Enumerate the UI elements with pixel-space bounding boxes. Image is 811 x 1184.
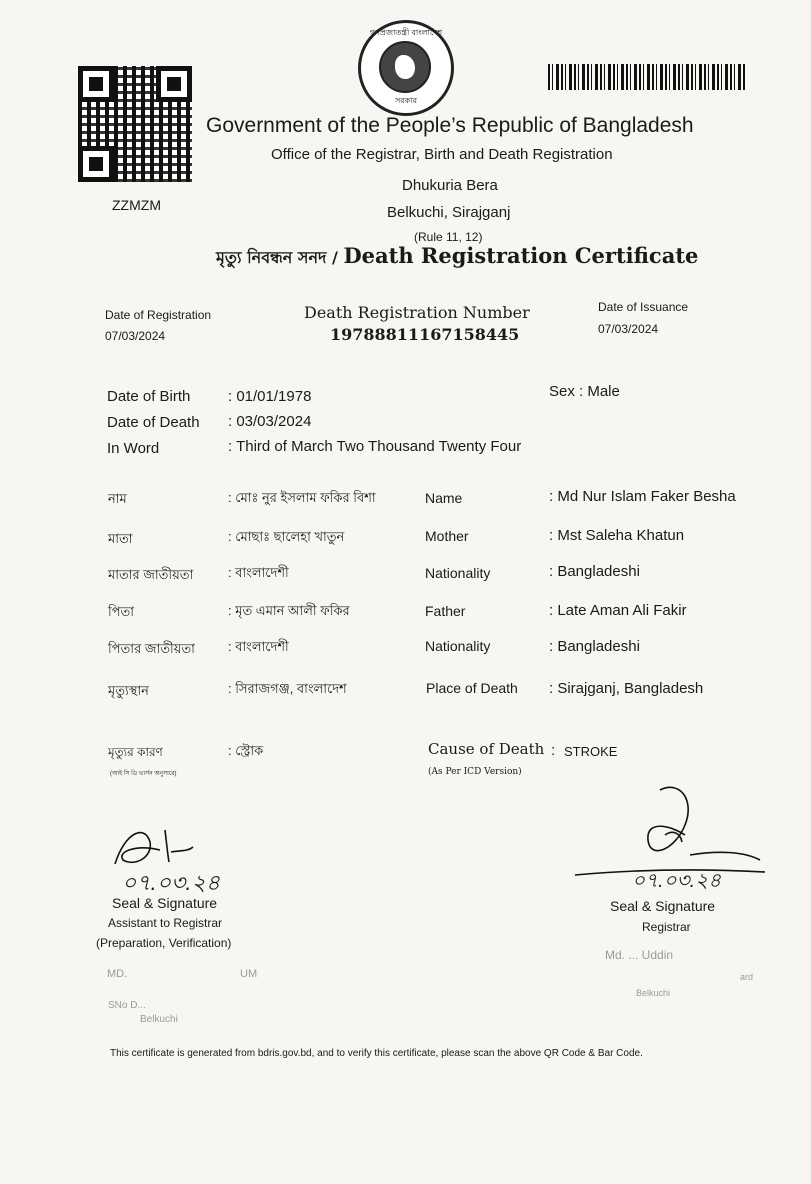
field-place-of-death-en-value: : Sirajganj, Bangladesh	[549, 680, 704, 697]
right-stamp-line-3: Belkuchi	[636, 988, 671, 998]
cause-bn-value: : স্ট্রোক	[228, 743, 264, 758]
qr-caption: ZZMZM	[112, 197, 161, 213]
date-of-issuance-label: Date of Issuance	[598, 300, 689, 314]
field-father-nationality-bn-label: পিতার জাতীয়তা	[108, 641, 195, 656]
cause-en-label: Cause of Death	[428, 740, 545, 758]
left-seal-label: Seal & Signature	[112, 895, 218, 911]
left-stamp-line-1: MD.	[107, 968, 128, 980]
dod-value: : 03/03/2024	[228, 413, 312, 430]
title-en: Death Registration Certificate	[343, 243, 699, 268]
field-mother-nationality-bn-value: : বাংলাদেশী	[228, 565, 289, 580]
field-name-bn-label: নাম	[108, 491, 127, 506]
field-name-en-value: : Md Nur Islam Faker Besha	[549, 488, 736, 505]
field-father-en-value: : Late Aman Ali Fakir	[549, 602, 687, 619]
left-signature	[105, 822, 245, 872]
field-mother-en-label: Mother	[425, 528, 469, 544]
field-father-en-label: Father	[425, 603, 466, 619]
field-mother-nationality-en-value: : Bangladeshi	[549, 563, 640, 580]
date-of-registration-value: 07/03/2024	[105, 329, 166, 343]
title-bn: মৃত্যু নিবন্ধন সনদ /	[216, 248, 338, 267]
field-place-of-death-bn-value: : সিরাজগঞ্জ, বাংলাদেশ	[228, 681, 347, 696]
right-seal-label: Seal & Signature	[610, 898, 716, 914]
cause-bn-label: মৃত্যুর কারণ	[108, 745, 163, 759]
dob-label: Date of Birth	[107, 388, 191, 405]
cause-en-colon: :	[551, 742, 556, 759]
right-role: Registrar	[642, 920, 691, 934]
inword-label: In Word	[107, 440, 160, 457]
field-mother-bn-value: : মোছাঃ ছালেহা খাতুন	[228, 529, 345, 544]
registration-number: 19788811167158445	[330, 325, 520, 344]
right-stamp-line-2: ard	[740, 972, 754, 982]
field-place-of-death-bn-label: মৃত্যুস্থান	[108, 683, 149, 698]
left-stamp-line-3: SNo D...	[108, 1000, 146, 1011]
rule-text: (Rule 11, 12)	[414, 230, 483, 244]
date-of-issuance-value: 07/03/2024	[598, 322, 659, 336]
dob-value: : 01/01/1978	[228, 388, 312, 405]
field-name-bn-value: : মোঃ নুর ইসলাম ফকির বিশা	[228, 490, 376, 505]
field-mother-nationality-en-label: Nationality	[425, 565, 491, 581]
field-mother-bn-label: মাতা	[108, 531, 133, 546]
government-seal-icon: গণপ্রজাতন্ত্রী বাংলাদেশ সরকার	[358, 20, 454, 116]
footer-note: This certificate is generated from bdris.gov.bd, and to verify this certificate, please scan the above QR Code & Bar Code.	[110, 1048, 643, 1059]
cause-bn-note: (আই সি ডি ভার্সন অনুসারে)	[110, 771, 177, 777]
field-father-bn-label: পিতা	[108, 604, 135, 619]
certificate-title	[216, 243, 698, 272]
dod-label: Date of Death	[107, 414, 200, 431]
union-name: Dhukuria Bera	[402, 177, 498, 194]
upazila-name: Belkuchi, Sirajganj	[387, 204, 511, 221]
left-stamp-line-4: Belkuchi	[140, 1014, 178, 1025]
left-role: Assistant to Registrar	[108, 916, 223, 930]
field-mother-nationality-bn-label: মাতার জাতীয়তা	[108, 567, 194, 582]
government-title: Government of the People’s Republic of Bangladesh	[206, 114, 694, 137]
field-place-of-death-en-label: Place of Death	[426, 680, 518, 696]
barcode	[548, 64, 746, 90]
registration-number-label: Death Registration Number	[304, 303, 530, 322]
field-father-nationality-en-value: : Bangladeshi	[549, 638, 640, 655]
left-note: (Preparation, Verification)	[96, 936, 232, 950]
field-name-en-label: Name	[425, 490, 463, 506]
field-father-nationality-bn-value: : বাংলাদেশী	[228, 639, 289, 654]
right-stamp-line-1: Md. ... Uddin	[605, 948, 674, 962]
field-father-bn-value: : মৃত এমান আলী ফকির	[228, 603, 350, 618]
field-mother-en-value: : Mst Saleha Khatun	[549, 527, 685, 544]
office-title: Office of the Registrar, Birth and Death Registration	[271, 146, 613, 163]
cause-en-note: (As Per ICD Version)	[428, 767, 522, 777]
left-signature-date: ০৭.০৩.২৪	[122, 870, 221, 895]
inword-value: : Third of March Two Thousand Twenty Four	[228, 438, 522, 455]
left-stamp-line-2: UM	[240, 968, 258, 980]
cause-en-value: STROKE	[564, 744, 618, 759]
date-of-registration-label: Date of Registration	[105, 308, 212, 322]
field-father-nationality-en-label: Nationality	[425, 638, 491, 654]
right-signature-date: ০৭.০৩.২৪	[632, 870, 722, 892]
sex-value: Sex : Male	[549, 383, 620, 400]
qr-code	[78, 66, 192, 182]
